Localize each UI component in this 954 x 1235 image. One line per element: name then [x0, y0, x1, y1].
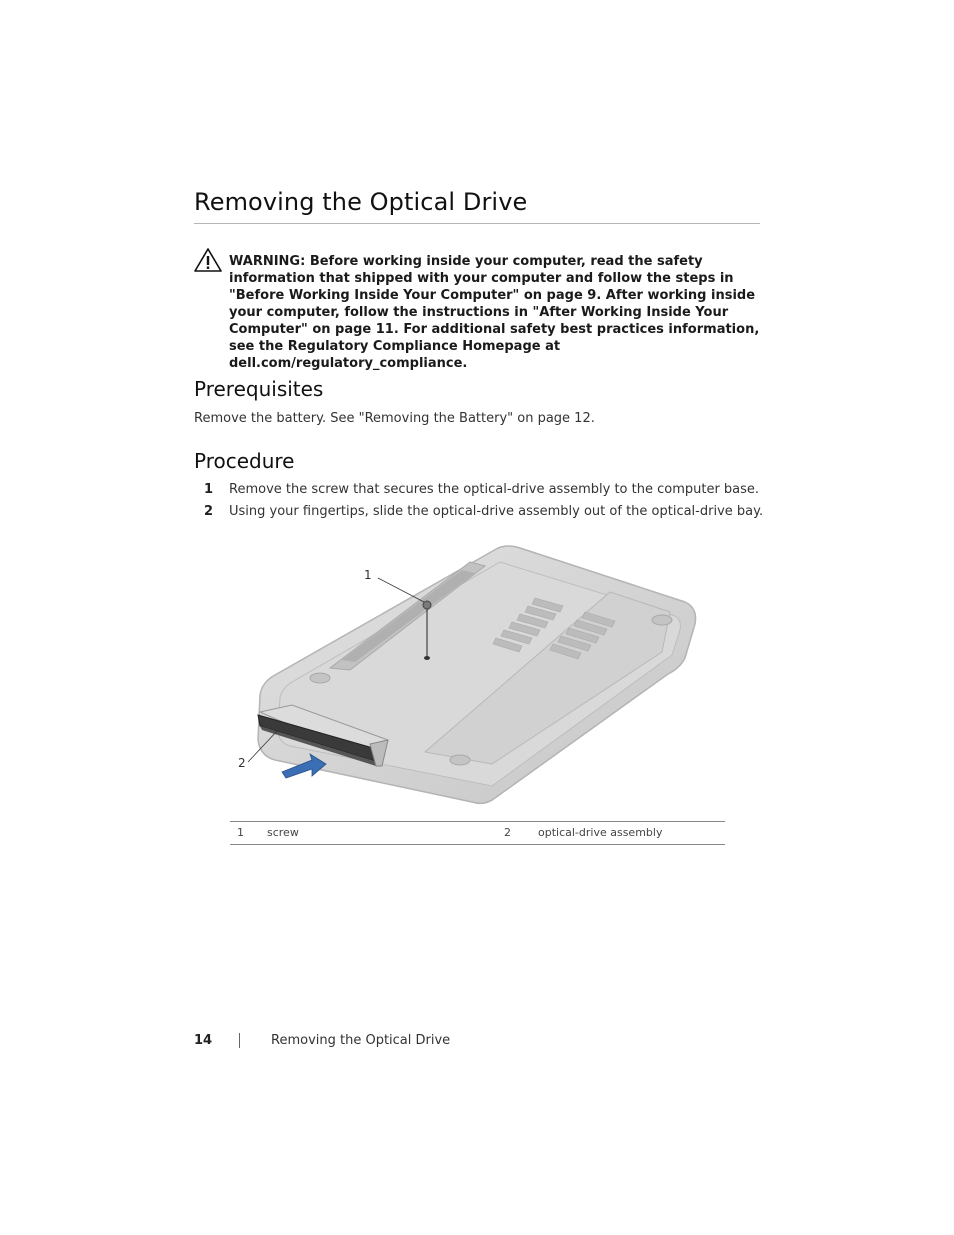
- legend-label: optical-drive assembly: [538, 826, 663, 839]
- title-rule: [194, 223, 760, 224]
- footer-title: Removing the Optical Drive: [271, 1033, 451, 1048]
- step-number: 1: [204, 482, 214, 497]
- step-number: 2: [204, 504, 214, 519]
- callout-2: 2: [238, 756, 246, 770]
- prerequisites-text: Remove the battery. See "Removing the Battery" on page 12.: [194, 411, 595, 426]
- step-text: Remove the screw that secures the optical-drive assembly to the computer base.: [229, 482, 760, 497]
- warning-icon: [194, 248, 222, 272]
- procedure-heading: Procedure: [194, 449, 295, 473]
- footer-separator: [239, 1033, 240, 1048]
- page-title: Removing the Optical Drive: [194, 188, 528, 216]
- callout-1: 1: [364, 568, 372, 582]
- callout-legend-table: [230, 821, 725, 845]
- laptop-illustration: [230, 540, 730, 815]
- legend-number: 2: [504, 826, 511, 839]
- legend-number: 1: [237, 826, 244, 839]
- legend-label: screw: [267, 826, 299, 839]
- page-number: 14: [194, 1033, 213, 1048]
- prerequisites-heading: Prerequisites: [194, 377, 324, 401]
- step-text: Using your fingertips, slide the optical-drive assembly out of the optical-drive bay.: [229, 504, 764, 519]
- warning-text: WARNING: Before working inside your computer, read the safety information that shipped with your computer and follow the steps in "Before Working Inside Your Computer" on page 9. After working inside your computer, follow the instructions in "After Working Inside Your Computer" on page 11. For additional safety best practices information, see the Regulatory Compliance Homepage at dell.com/regulatory_compliance.: [229, 254, 760, 371]
